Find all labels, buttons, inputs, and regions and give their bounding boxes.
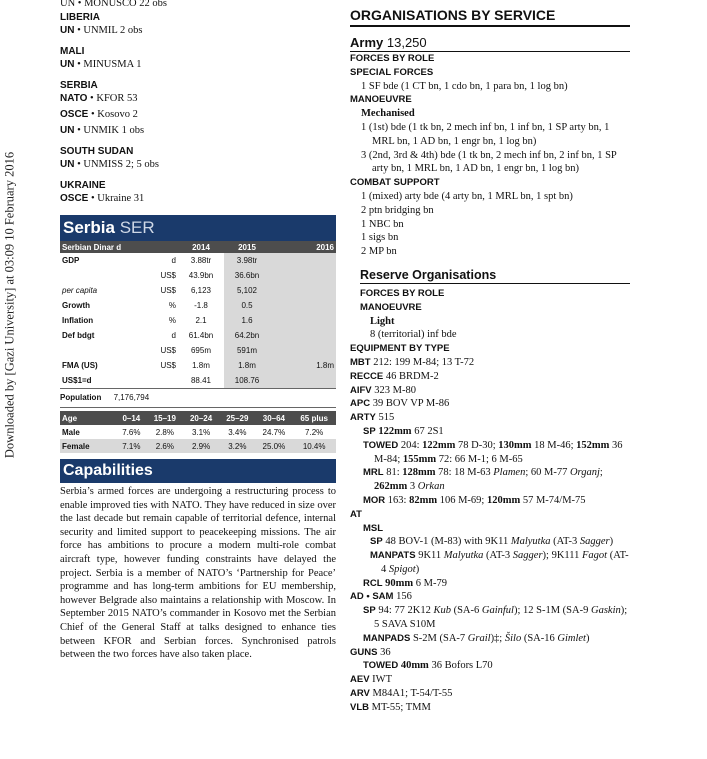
econ-row-unit: d	[171, 331, 176, 340]
deployment-country: SERBIA	[60, 80, 98, 91]
econ-row-label	[60, 268, 126, 283]
econ-row	[60, 268, 336, 283]
deployment-detail: Ukraine 31	[97, 193, 145, 204]
combat-support-line: 2 MP bn	[361, 246, 397, 258]
deployment-country: SOUTH SUDAN	[60, 146, 134, 157]
deployment-detail: UNMIK 1 obs	[83, 125, 145, 136]
at-manpats-entry: MANPATS 9K11 Malyutka (AT-3 Sagger); 9K111 Fagot (AT-4 Spigot)	[370, 550, 629, 575]
reserve-manoeuvre: MANOEUVRE	[360, 301, 422, 313]
right-column	[350, 0, 630, 715]
capabilities-text: Serbia’s armed forces are undergoing a restructuring process to enable improved ties with NATO. They have reduced in size over the last decade but remain capable of territorial defence, internal security and limited support to peacekeeping missions. The air force has ambitions to procure a modern multi-role combat aircraft type, however funding constraints have delayed the project. Serbia is a member of NATO’s ‘Partnership for Peace’ programme and has long-term ambitions for EU membership, however Belgrade also maintains a relationship with Moscow. In September 2015 NATO’s commander in Kosovo met the Serbian Chief of the General Staff at talks designed to enhance ties between KFOR and Serbian forces. Synchronised patrols between the two forces have also taken place.	[60, 486, 336, 661]
econ-value-2015: 108.76	[224, 373, 270, 389]
econ-row-unit: d	[171, 256, 176, 265]
deployment-line: OSCE • Ukraine 31	[60, 193, 145, 204]
deployment-country: MALI	[60, 46, 85, 57]
age-value: 3.1%	[191, 427, 211, 437]
econ-value-2015: 1.8m	[224, 358, 270, 373]
econ-value-2014: 1.8m	[192, 361, 210, 370]
econ-row-unit: US$	[160, 271, 176, 280]
at-msl-entry: MSL	[363, 522, 384, 534]
age-header: 0–14	[116, 411, 147, 425]
econ-value-2014: 695m	[190, 346, 211, 355]
ad-manpads-entry: MANPADS S-2M (SA-7 Grail)‡; Šilo (SA-16 Gimlet)	[363, 632, 590, 644]
econ-value-2016	[270, 343, 336, 358]
age-row-label: Female	[60, 439, 116, 453]
econ-value-2014: 6,123	[190, 286, 212, 295]
combat-support-line: 2 ptn bridging bn	[361, 204, 434, 216]
econ-row	[60, 358, 336, 373]
population-row	[60, 389, 336, 408]
population-value: 7,176,794	[113, 393, 150, 402]
econ-row-label: FMA (US)	[62, 361, 98, 370]
clipped-line: UN • MONUSCO 22 obs	[60, 0, 167, 9]
econ-year: 2015	[224, 241, 270, 253]
arv-entry: ARV M84A1; T-54/T-55	[350, 688, 453, 700]
deployment-detail: UNMIL 2 obs	[83, 25, 143, 36]
age-value: 2.6%	[147, 439, 183, 453]
combat-support-heading: COMBAT SUPPORT	[350, 177, 440, 189]
econ-value-2014: 88.41	[178, 373, 224, 389]
econ-value-2016	[270, 298, 336, 313]
econ-value-2014: -1.8	[194, 301, 208, 310]
deployment-detail: MINUSMA 1	[83, 59, 142, 70]
combat-support-line: 1 sigs bn	[361, 232, 399, 244]
age-value: 7.2%	[305, 427, 324, 437]
reserve-light-line: 8 (territorial) inf bde	[370, 329, 457, 341]
age-value: 10.4%	[292, 439, 336, 453]
economic-table	[60, 241, 336, 389]
deployment-org: UN	[60, 125, 75, 136]
reserve-light: Light	[370, 315, 395, 327]
arty-mor-entry: MOR 163: 82mm 106 M-69; 120mm 57 M-74/M-75	[363, 494, 586, 506]
aifv-entry: AIFV 323 M-80	[350, 384, 416, 396]
econ-row-label: Growth	[62, 301, 90, 310]
econ-value-2015: 0.5	[224, 298, 270, 313]
age-header: 25–29	[219, 411, 255, 425]
econ-row	[60, 298, 336, 313]
rcl-entry: RCL 90mm 6 M-79	[363, 577, 447, 589]
econ-row	[60, 343, 336, 358]
econ-row-label: GDP	[62, 256, 80, 265]
econ-row-unit: %	[168, 301, 176, 310]
econ-header-row	[60, 241, 336, 253]
age-row	[60, 425, 336, 439]
deployment-country: LIBERIA	[60, 12, 100, 23]
age-value: 3.2%	[219, 439, 255, 453]
econ-value-2016	[270, 283, 336, 298]
deployment-org: OSCE	[60, 193, 89, 204]
econ-row	[60, 373, 336, 389]
at-entry: AT	[350, 508, 362, 520]
aev-entry: AEV IWT	[350, 674, 392, 686]
econ-row-unit: US$	[160, 361, 176, 370]
econ-row-label	[60, 343, 126, 358]
age-value: 25.0%	[255, 439, 292, 453]
age-header: Age	[60, 411, 116, 425]
deployment-detail: Kosovo 2	[97, 109, 138, 120]
country-code: SER	[119, 218, 155, 237]
econ-value-2015: 5,102	[224, 283, 270, 298]
equipment-heading: EQUIPMENT BY TYPE	[350, 343, 450, 355]
combat-support-line: 1 (mixed) arty bde (4 arty bn, 1 MRL bn, 1 spt bn)	[361, 190, 573, 202]
reserve-heading: Reserve Organisations	[360, 268, 630, 284]
manoeuvre-heading: MANOEUVRE	[350, 94, 412, 106]
age-value: 2.9%	[183, 439, 219, 453]
age-value: 7.6%	[122, 427, 141, 437]
econ-value-2014: 61.4bn	[188, 331, 214, 340]
econ-row-label: Inflation	[62, 316, 94, 325]
deployments-list	[60, 12, 336, 207]
army-heading: Army 13,250	[350, 35, 630, 52]
age-value: 7.1%	[116, 439, 147, 453]
arty-mrl-entry: MRL 81: 128mm 78: 18 M-63 Plamen; 60 M-77 Organj; 262mm 3 Orkan	[363, 467, 603, 493]
econ-row-unit: US$	[160, 346, 176, 355]
apc-entry: APC 39 BOV VP M-86	[350, 398, 450, 410]
econ-year: 2014	[178, 241, 224, 253]
deployment-org: OSCE	[60, 109, 89, 120]
guns-towed-entry: TOWED 40mm 36 Bofors L70	[363, 660, 493, 672]
deployment-org: UN	[60, 159, 75, 170]
deployment-line: UN • UNMIL 2 obs	[60, 25, 143, 36]
econ-value-2015: 3.98tr	[224, 253, 270, 268]
econ-row-unit	[126, 373, 178, 389]
guns-entry: GUNS 36	[350, 646, 391, 658]
vlb-entry: VLB MT-55; TMM	[350, 701, 431, 713]
population-label: Population	[60, 393, 102, 402]
econ-value-2016	[270, 373, 336, 389]
country-title: Serbia	[63, 218, 115, 237]
deployment-detail: KFOR 53	[96, 93, 138, 104]
deployment-org: NATO	[60, 93, 88, 104]
econ-value-2016	[270, 253, 336, 268]
download-stamp: Downloaded by [Gazi University] at 03:09 10 February 2016	[2, 151, 17, 459]
mech-line-1: 1 (1st) bde (1 tk bn, 2 mech inf bn, 1 inf bn, 1 SP arty bn, 1 MRL bn, 1 AD bn, 1 engr bn, 1 log bn)	[361, 121, 610, 147]
econ-row-label: US$1=d	[60, 373, 126, 389]
econ-row	[60, 283, 336, 298]
econ-value-2015: 36.6bn	[224, 268, 270, 283]
econ-value-2015: 64.2bn	[224, 328, 270, 343]
mbt-entry: MBT 212: 199 M-84; 13 T-72	[350, 356, 475, 368]
econ-value-2015: 591m	[224, 343, 270, 358]
sf-line: 1 SF bde (1 CT bn, 1 cdo bn, 1 para bn, 1 log bn)	[361, 80, 568, 92]
econ-row	[60, 313, 336, 328]
age-value: 3.4%	[228, 427, 247, 437]
deployment-line: UN • UNMISS 2; 5 obs	[60, 159, 159, 170]
mech-line-2: 3 (2nd, 3rd & 4th) bde (1 tk bn, 2 mech inf bn, 2 inf bn, 1 SP arty bn, 1 MRL bn, 1 AD bn, 1 engr bn, 1 log bn)	[361, 149, 617, 175]
deployment-line: OSCE • Kosovo 2	[60, 109, 138, 120]
econ-value-2016	[270, 313, 336, 328]
capabilities-header: Capabilities	[60, 459, 336, 483]
at-sp-entry: SP 48 BOV-1 (M-83) with 9K11 Malyutka (AT-3 Sagger)	[370, 536, 614, 548]
age-header: 30–64	[255, 411, 292, 425]
econ-value-2016	[270, 268, 336, 283]
age-row-label: Male	[62, 427, 80, 437]
econ-value-2014: 43.9bn	[188, 271, 214, 280]
econ-value-2016: 1.8m	[270, 358, 336, 373]
section-title: ORGANISATIONS BY SERVICE	[350, 0, 630, 27]
deployment-line: NATO • KFOR 53	[60, 93, 138, 104]
econ-row	[60, 328, 336, 343]
combat-support-line: 1 NBC bn	[361, 218, 404, 230]
age-row	[60, 439, 336, 453]
deployment-org: UN	[60, 25, 75, 36]
econ-value-2014: 2.1	[195, 316, 207, 325]
recce-entry: RECCE 46 BRDM-2	[350, 370, 439, 382]
age-value: 24.7%	[262, 427, 286, 437]
age-header: 65 plus	[292, 411, 336, 425]
age-value: 2.8%	[155, 427, 174, 437]
econ-value-2016	[270, 328, 336, 343]
ad-sam-entry: AD • SAM 156	[350, 591, 412, 603]
arty-entry: ARTY 515	[350, 412, 395, 424]
age-header-row	[60, 411, 336, 425]
special-forces-heading: SPECIAL FORCES	[350, 66, 434, 78]
arty-sp-entry: SP 122mm 67 2S1	[363, 425, 444, 437]
age-table	[60, 411, 336, 453]
combat-support-list	[350, 190, 630, 259]
mechanised-heading: Mechanised	[361, 108, 415, 120]
left-column	[60, 0, 336, 662]
deployment-line: UN • MINUSMA 1	[60, 59, 142, 70]
econ-value-2015: 1.6	[224, 313, 270, 328]
deployment-detail: UNMISS 2; 5 obs	[83, 159, 159, 170]
econ-year: 2016	[270, 241, 336, 253]
econ-currency-label: Serbian Dinar d	[60, 241, 178, 253]
econ-row-label: Def bdgt	[62, 331, 95, 340]
deployment-country: UKRAINE	[60, 180, 106, 191]
age-header: 15–19	[147, 411, 183, 425]
deployment-org: UN	[60, 59, 75, 70]
arty-towed-entry: TOWED 204: 122mm 78 D-30; 130mm 18 M-46; 152mm 36 M-84; 155mm 72: 66 M-1; 6 M-65	[363, 439, 623, 465]
econ-row-unit: US$	[160, 286, 176, 295]
forces-by-role: FORCES BY ROLE	[350, 53, 435, 64]
econ-value-2014: 3.88tr	[190, 256, 212, 265]
econ-row-unit: %	[168, 316, 176, 325]
age-header: 20–24	[183, 411, 219, 425]
reserve-forces-by-role: FORCES BY ROLE	[360, 287, 445, 299]
econ-row	[60, 253, 336, 268]
deployment-line: UN • UNMIK 1 obs	[60, 125, 145, 136]
econ-row-label: per capita	[62, 286, 98, 295]
country-header	[60, 215, 336, 241]
ad-sp-entry: SP 94: 77 2K12 Kub (SA-6 Gainful); 12 S-1M (SA-9 Gaskin); 5 SAVA S10M	[363, 605, 628, 631]
